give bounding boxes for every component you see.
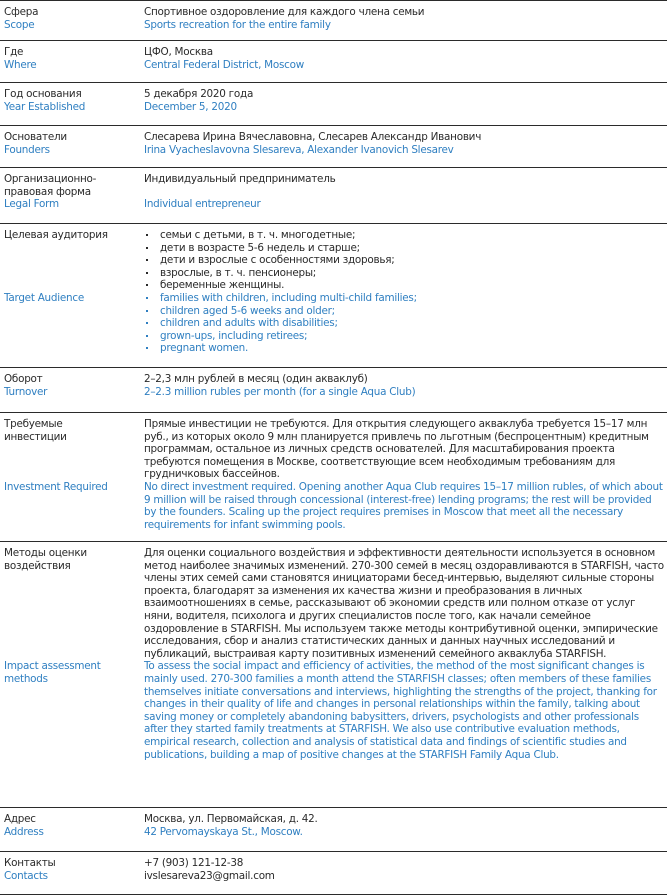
row-label: [0, 373, 144, 412]
label-ru: Где: [4, 46, 24, 58]
row-founders: [0, 125, 667, 167]
list-item: дети и взрослые с особенностями здоровья;: [144, 254, 665, 267]
row-address: [0, 807, 667, 851]
row-label: [0, 46, 144, 82]
list-item: взрослые, в т. ч. пенсионеры;: [144, 267, 665, 280]
row-value: [144, 88, 667, 125]
row-value: [144, 46, 667, 82]
label-en: Where: [4, 58, 37, 71]
label-en: Contacts: [4, 869, 48, 882]
value-en: To assess the social impact and efficiency of activities, the method of the most significant changes is mainly used. 270-300 families a month attend the STARFISH classes; often members of these families themselves initiate conversations and interviews, highlighting the strengths of the project, thanking for changes in their quality of life and changes in personal relationships within the family, talking about saving money or completely abandoning babysitters, drivers, psychologists and other professionals after they started family treatments at STARFISH. We also use contributive evaluation methods, empirical research, collection and analysis of statistical data and findings of scientific studies and publications, building a map of positive changes at the STARFISH Family Aqua Club.: [144, 660, 657, 761]
row-value: [144, 373, 667, 412]
row-label: [0, 173, 144, 223]
label-ru: Требуемые инвестиции: [4, 418, 67, 443]
list-item: children and adults with disabilities;: [144, 317, 665, 330]
row-value: [144, 813, 667, 851]
audience-list-ru: [144, 229, 665, 292]
row-value: [144, 173, 667, 223]
label-en: Address: [4, 825, 44, 838]
row-impact-assessment: [0, 541, 667, 807]
value-en: Individual entrepreneur: [144, 198, 261, 211]
label-ru: Основатели: [4, 131, 67, 143]
value-ru: Для оценки социального воздействия и эффективности деятельности используется в основном метод наиболее значимых изменений. 270-300 семей в месяц оздоравливаются в STARFISH, часто члены этих семей сами становятся инициаторами бесед-интервью, выделяют сильные стороны проекта, благодарят за изменения их качества жизни и преобразования в личных взаимоотношениях в семье, рассказывают об экономии средств или полном отказе от услуг няни, водителя, психолога и других специалистов после того, как начали семейное оздоровление в STARFISH. Мы используем также методы контрибутивной оценки, эмпирические исследования, сбор и анализ статистических данных и данных научных исследований и публикаций, выстраивая карту позитивных изменений семейного акваклуба STARFISH.: [144, 547, 664, 660]
value-ru: Индивидуальный предприниматель: [144, 173, 336, 185]
list-item: grown-ups, including retirees;: [144, 330, 665, 343]
label-en: Impact assessment methods: [4, 660, 101, 685]
value-en: Irina Vyacheslavovna Slesareva, Alexander Ivanovich Slesarev: [144, 143, 454, 156]
label-ru: Год основания: [4, 88, 82, 100]
label-en: Target Audience: [4, 291, 84, 304]
row-label: [0, 857, 144, 894]
row-contacts: [0, 851, 667, 895]
value-ru: Спортивное оздоровление для каждого члена семьи: [144, 6, 425, 18]
value-ru: 5 декабря 2020 года: [144, 88, 254, 100]
list-item: семьи с детьми, в т. ч. многодетные;: [144, 229, 665, 242]
value-en: 42 Pervomayskaya St., Moscow.: [144, 825, 303, 838]
label-en: Founders: [4, 143, 50, 156]
row-value: [144, 418, 667, 541]
row-target-audience: [0, 223, 667, 367]
row-label: [0, 88, 144, 125]
list-item: pregnant women.: [144, 342, 665, 355]
value-ru: Москва, ул. Первомайская, д. 42.: [144, 813, 318, 825]
row-where: [0, 40, 667, 82]
row-legal-form: [0, 167, 667, 223]
row-value: [144, 6, 667, 40]
value-ru: Слесарева Ирина Вячеславовна, Слесарев Александр Иванович: [144, 131, 482, 143]
row-scope: [0, 0, 667, 40]
contact-phone[interactable]: +7 (903) 121-12-38: [144, 857, 244, 869]
label-ru: Методы оценки воздействия: [4, 547, 87, 572]
list-item: children aged 5-6 weeks and older;: [144, 305, 665, 318]
value-ru: Прямые инвестиции не требуются. Для открытия следующего акваклуба требуется 15–17 млн руб., из которых около 9 млн планируется привлечь по льготным (беспроцентным) кредитным программам, остальное из личных средств основателей. Для масштабирования проекта требуются помещения в Москве, соответствующие всем необходимым требованиям для грудничковых бассейнов.: [144, 418, 649, 481]
audience-list-en: [144, 292, 665, 355]
row-value: [144, 131, 667, 167]
label-en: Turnover: [4, 385, 48, 398]
label-en: Investment Required: [4, 480, 108, 493]
row-value: [144, 857, 667, 894]
label-ru: Адрес: [4, 813, 36, 825]
value-en: No direct investment required. Opening another Aqua Club requires 15–17 million rubles, of which about 9 million will be raised through concessional (interest-free) lending programs; the rest will be provided by the founders. Scaling up the project requires premises in Moscow that meet all the necessary requirements for infant swimming pools.: [144, 480, 663, 531]
row-label: [0, 418, 144, 541]
label-ru: Сфера: [4, 6, 39, 18]
value-en: Sports recreation for the entire family: [144, 18, 331, 31]
row-label: [0, 6, 144, 40]
value-ru: ЦФО, Москва: [144, 46, 213, 58]
label-ru: Организационно-правовая форма: [4, 173, 97, 198]
row-turnover: [0, 367, 667, 412]
value-en: 2–2.3 million rubles per month (for a single Aqua Club): [144, 385, 416, 398]
label-ru: Контакты: [4, 857, 56, 869]
list-item: дети в возрасте 5-6 недель и старше;: [144, 242, 665, 255]
row-label: [0, 131, 144, 167]
row-year-established: [0, 82, 667, 125]
row-label: [0, 229, 144, 367]
row-value: [144, 547, 667, 807]
label-ru: Целевая аудитория: [4, 229, 108, 241]
value-en: December 5, 2020: [144, 100, 237, 113]
row-label: [0, 547, 144, 807]
label-ru: Оборот: [4, 373, 43, 385]
value-en: Central Federal District, Moscow: [144, 58, 304, 71]
list-item: беременные женщины.: [144, 279, 665, 292]
label-en: Legal Form: [4, 198, 59, 211]
contact-email[interactable]: ivslesareva23@gmail.com: [144, 869, 275, 882]
row-investment-required: [0, 412, 667, 541]
label-en: Year Established: [4, 100, 86, 113]
value-ru: 2–2,3 млн рублей в месяц (один акваклуб): [144, 373, 368, 385]
row-label: [0, 813, 144, 851]
label-en: Scope: [4, 18, 35, 31]
list-item: families with children, including multi-child families;: [144, 292, 665, 305]
row-value: [144, 229, 667, 367]
